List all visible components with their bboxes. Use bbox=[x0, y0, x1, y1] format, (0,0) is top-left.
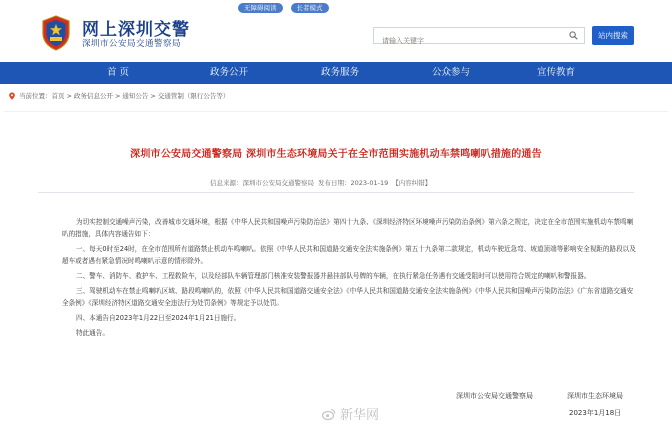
watermark-text: 新华网 bbox=[340, 408, 380, 423]
site-search-button[interactable]: 站内搜索 bbox=[592, 26, 634, 45]
error-report-link[interactable]: 【内容纠错】 bbox=[392, 179, 432, 187]
watermark bbox=[322, 404, 379, 423]
paragraph: 特此通告。 bbox=[76, 329, 109, 337]
nav-item-education[interactable]: 宣传教育 bbox=[536, 67, 575, 78]
divider bbox=[38, 192, 634, 193]
site-title[interactable]: 网上深圳交警 bbox=[82, 20, 190, 40]
breadcrumb-separator: > bbox=[66, 91, 72, 100]
signatory-traffic-police: 深圳市公安局交通警察局 bbox=[456, 392, 533, 400]
meta-source: 信息来源：深圳市公安局交通警察局 bbox=[210, 179, 314, 187]
paragraph: 为切实控制交通噪声污染，改善城市交通环境，根据《中华人民共和国噪声污染防治法》第四十九条、《深圳经济特区环境噪声污染防治条例》第六条之规定，决定在全市范围实施机动车禁鸣喇叭的措施，具体内容通告如下： bbox=[62, 218, 634, 238]
breadcrumb-gov-info[interactable]: 政务信息公开 bbox=[73, 92, 113, 100]
paragraph: 三、驾驶机动车在禁止鸣喇叭区域、路段鸣喇叭的，依照《中华人民共和国道路交通安全法》《中华人民共和国道路交通安全法实施条例》《中华人民共和国噪声污染防治法》《广东省道路交通安全条例》《深圳经济特区道路交通安全违法行为处罚条例》等规定予以处罚。 bbox=[62, 287, 634, 307]
breadcrumb-traffic-control[interactable]: 交通管制（限行公告等） bbox=[157, 92, 230, 100]
police-badge-icon bbox=[38, 15, 74, 51]
paragraph: 一、每天0时至24时，在全市范围所有道路禁止机动车鸣喇叭。依照《中华人民共和国道路交通安全法实施条例》第五十九条第二款规定，机动车驶近急弯、坡道顶端等影响安全视距的路段以及超车或者遇有紧急情况时鸣喇叭示意的情形除外。 bbox=[62, 245, 636, 265]
accessible-reading-link[interactable]: 无障碍阅读 bbox=[238, 3, 283, 13]
sign-date: 2023年1月18日 bbox=[569, 409, 622, 417]
nav-item-home[interactable]: 首 页 bbox=[106, 67, 130, 78]
signatory-eco-bureau: 深圳市生态环境局 bbox=[567, 392, 623, 400]
location-icon bbox=[8, 92, 16, 100]
elder-mode-link[interactable]: 长者模式 bbox=[291, 3, 329, 13]
breadcrumb-separator: > bbox=[150, 91, 156, 100]
paragraph: 二、警车、消防车、救护车、工程救险车，以及经部队车辆管理部门核准安装警报器并悬挂部队号牌的车辆，在执行紧急任务遇有交通受阻时可以使用符合规定的喇叭和警报器。 bbox=[76, 272, 591, 280]
search-icon[interactable] bbox=[569, 31, 578, 40]
site-subtitle: 深圳市公安局交通警察局 bbox=[82, 39, 182, 49]
article-panel bbox=[4, 111, 668, 439]
search-box bbox=[373, 27, 585, 44]
article-body bbox=[62, 216, 638, 342]
nav-item-gov-service[interactable]: 政务服务 bbox=[320, 67, 359, 78]
weibo-icon bbox=[322, 407, 336, 421]
search-input[interactable] bbox=[374, 34, 562, 49]
nav-item-gov-info[interactable]: 政务公开 bbox=[209, 67, 248, 78]
nav-item-participation[interactable]: 公众参与 bbox=[431, 67, 470, 78]
meta-date: 发布日期：2023-01-19 bbox=[318, 179, 389, 187]
breadcrumb-current[interactable]: 当前位置：首页 bbox=[19, 92, 65, 100]
article-title: 深圳市公安局交通警察局 深圳市生态环境局关于在全市范围实施机动车禁鸣喇叭措施的通告 bbox=[130, 149, 542, 160]
paragraph: 四、本通告自2023年1月22日至2024年1月21日施行。 bbox=[76, 314, 241, 322]
breadcrumb-notices[interactable]: 通知公告 bbox=[122, 92, 149, 100]
site-header bbox=[0, 0, 672, 62]
main-nav bbox=[0, 62, 672, 84]
breadcrumb-separator: > bbox=[114, 91, 121, 100]
breadcrumb bbox=[8, 91, 229, 100]
accessibility-links bbox=[238, 3, 329, 13]
article-meta bbox=[210, 178, 431, 187]
